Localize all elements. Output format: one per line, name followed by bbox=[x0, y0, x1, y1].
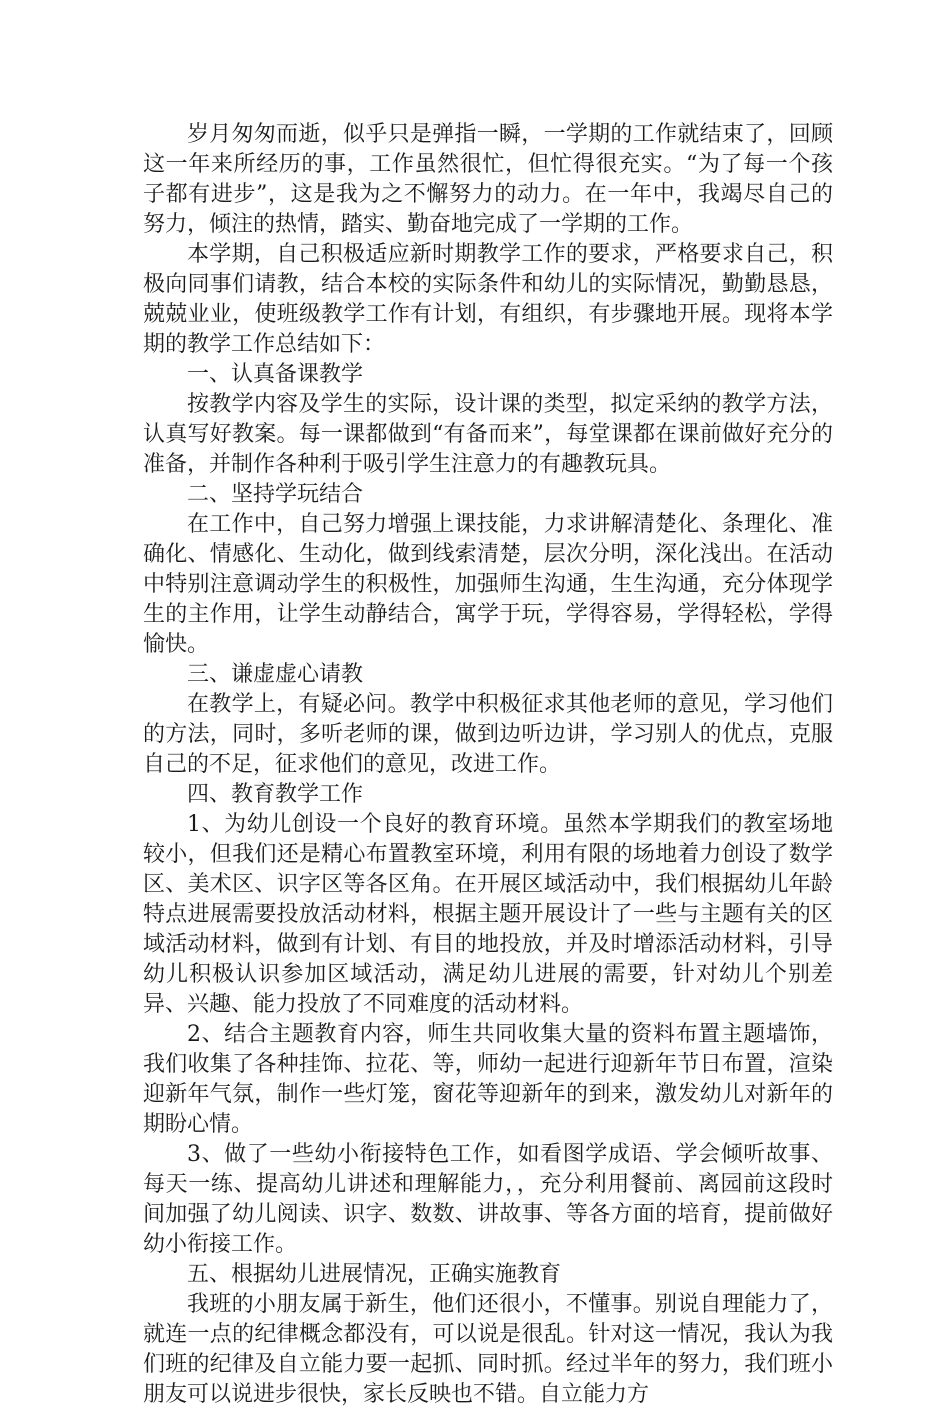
paragraph-intro: 岁月匆匆而逝，似乎只是弹指一瞬，一学期的工作就结束了，回顾这一年来所经历的事，工作虽然很忙，但忙得很充实。“为了每一个孩子都有进步”，这是我为之不懈努力的动力。在一年中，我竭尽自己的努力，倾注的热情，踏实、勤奋地完成了一学期的工作。 bbox=[143, 122, 833, 237]
paragraph-section-1: 按教学内容及学生的实际，设计课的类型，拟定采纳的教学方法，认真写好教案。每一课都做到“有备而来”，每堂课都在课前做好充分的准备，并制作各种利于吸引学生注意力的有趣教玩具。 bbox=[143, 392, 833, 477]
section-heading-4: 四、教育教学工作 bbox=[187, 782, 364, 807]
section-heading-3: 三、谦虚虚心请教 bbox=[187, 662, 364, 687]
section-heading-2: 二、坚持学玩结合 bbox=[187, 482, 364, 507]
paragraph-section-3: 在教学上，有疑必问。教学中积极征求其他老师的意见，学习他们的方法，同时，多听老师的课，做到边听边讲，学习别人的优点，克服自己的不足，征求他们的意见，改进工作。 bbox=[143, 692, 833, 777]
paragraph-item-2: 2、结合主题教育内容，师生共同收集大量的资料布置主题墙饰，我们收集了各种挂饰、拉花、等，师幼一起进行迎新年节日布置，渲染迎新年气氛，制作一些灯笼，窗花等迎新年的到来，激发幼儿对新年的期盼心情。 bbox=[143, 1022, 833, 1137]
paragraph-section-2: 在工作中，自己努力增强上课技能，力求讲解清楚化、条理化、准确化、情感化、生动化，做到线索清楚，层次分明，深化浅出。在活动中特别注意调动学生的积极性，加强师生沟通，生生沟通，充分体现学生的主作用，让学生动静结合，寓学于玩，学得容易，学得轻松，学得愉快。 bbox=[143, 512, 833, 657]
document-page bbox=[143, 120, 833, 1410]
section-heading-5: 五、根据幼儿进展情况，正确实施教育 bbox=[187, 1262, 562, 1287]
section-heading-1: 一、认真备课教学 bbox=[187, 362, 364, 387]
paragraph-overview: 本学期，自己积极适应新时期教学工作的要求，严格要求自己，积极向同事们请教，结合本校的实际条件和幼儿的实际情况，勤勤恳恳，兢兢业业，使班级教学工作有计划，有组织，有步骤地开展。现将本学期的教学工作总结如下： bbox=[143, 242, 833, 357]
paragraph-item-3: 3、做了一些幼小衔接特色工作，如看图学成语、学会倾听故事、每天一练、提高幼儿讲述和理解能力，，充分利用餐前、离园前这段时间加强了幼儿阅读、识字、数数、讲故事、等各方面的培育，提前做好幼小衔接工作。 bbox=[143, 1142, 833, 1257]
paragraph-item-1: 1、为幼儿创设一个良好的教育环境。虽然本学期我们的教室场地较小，但我们还是精心布置教室环境，利用有限的场地着力创设了数学区、美术区、识字区等各区角。在开展区域活动中，我们根据幼儿年龄特点进展需要投放活动材料，根据主题开展设计了一些与主题有关的区域活动材料，做到有计划、有目的地投放，并及时增添活动材料，引导幼儿积极认识参加区域活动，满足幼儿进展的需要，针对幼儿个别差异、兴趣、能力投放了不同难度的活动材料。 bbox=[143, 812, 833, 1017]
paragraph-section-5: 我班的小朋友属于新生，他们还很小，不懂事。别说自理能力了，就连一点的纪律概念都没有，可以说是很乱。针对这一情况，我认为我们班的纪律及自立能力要一起抓、同时抓。经过半年的努力，我们班小朋友可以说进步很快，家长反映也不错。自立能力方 bbox=[143, 1292, 833, 1407]
